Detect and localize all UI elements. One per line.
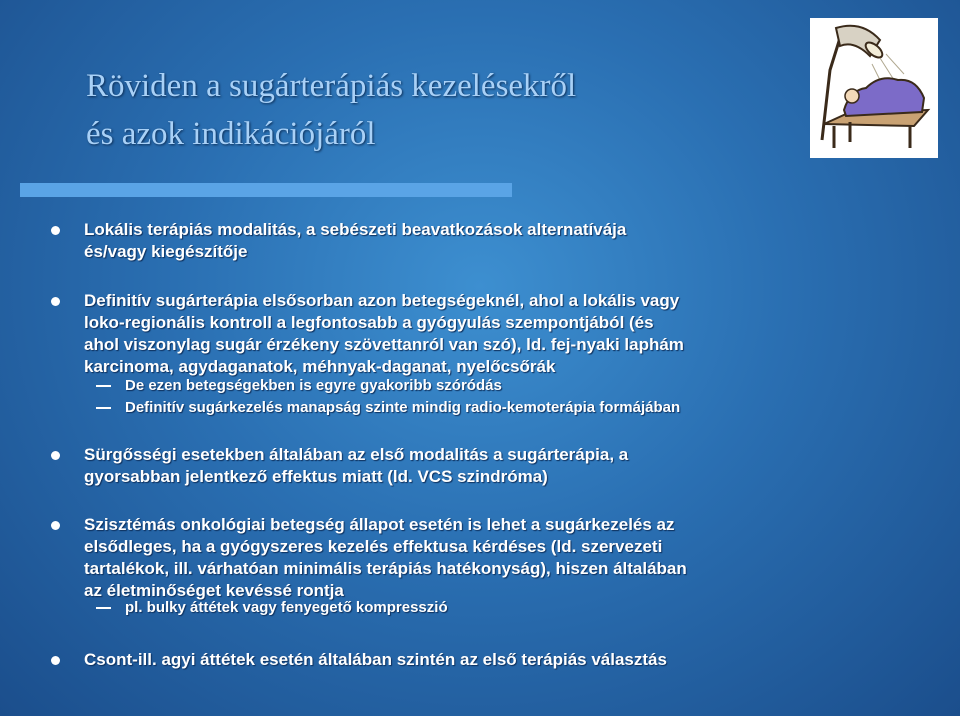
bullet-dot: [51, 656, 60, 665]
title-line-1: Röviden a sugárterápiás kezelésekről: [86, 68, 577, 104]
bullet-2-line-4: karcinoma, agydaganatok, méhnyak-daganat, nyelőcsőrák: [84, 357, 556, 376]
bullet-4: [84, 514, 844, 602]
bullet-2: [84, 290, 844, 378]
bullet-4-line-3: tartalékok, ill. várhatóan minimális terápiás hatékonyság), hiszen általában: [84, 559, 687, 578]
bullet-3: [84, 444, 844, 488]
bullet-4-line-4: az életminőséget kevéssé rontja: [84, 581, 344, 600]
bullet-2-line-3: ahol viszonylag sugár érzékeny szövettanról van szó), ld. fej-nyaki laphám: [84, 335, 684, 354]
bullet-1-line-1: Lokális terápiás modalitás, a sebészeti beavatkozások alternatívája: [84, 220, 627, 239]
bullet-1-line-2: és/vagy kiegészítője: [84, 242, 248, 261]
bullet-dot: [51, 451, 60, 460]
bullet-5-line-1: Csont-ill. agyi áttétek esetén általában szintén az első terápiás választás: [84, 650, 667, 669]
bullet-dot: [51, 521, 60, 530]
bullet-2-sub-1: De ezen betegségekben is egyre gyakoribb szóródás: [125, 376, 845, 396]
dash-marker: [96, 385, 111, 387]
bullet-4-sub-1: pl. bulky áttétek vagy fenyegető kompresszió: [125, 598, 845, 618]
bullet-dot: [51, 297, 60, 306]
dash-marker: [96, 407, 111, 409]
title-line-2: és azok indikációjáról: [86, 116, 376, 152]
bullet-2-line-2: loko-regionális kontroll a legfontosabb a gyógyulás szempontjából (és: [84, 313, 654, 332]
bullet-1: [84, 219, 844, 263]
bullet-2-sub-2: Definitív sugárkezelés manapság szinte mindig radio-kemoterápia formájában: [125, 398, 845, 418]
bullet-3-line-2: gyorsabban jelentkező effektus miatt (ld. VCS szindróma): [84, 467, 548, 486]
bullet-2-line-1: Definitív sugárterápia elsősorban azon betegségeknél, ahol a lokális vagy: [84, 291, 680, 310]
bullet-4-line-2: elsődleges, ha a gyógyszeres kezelés effektusa kérdéses (ld. szervezeti: [84, 537, 663, 556]
bullet-3-line-1: Sürgősségi esetekben általában az első modalitás a sugárterápia, a: [84, 445, 629, 464]
bullet-5: [84, 649, 844, 671]
bullet-4-line-1: Szisztémás onkológiai betegség állapot esetén is lehet a sugárkezelés az: [84, 515, 675, 534]
bullet-dot: [51, 226, 60, 235]
dash-marker: [96, 607, 111, 609]
